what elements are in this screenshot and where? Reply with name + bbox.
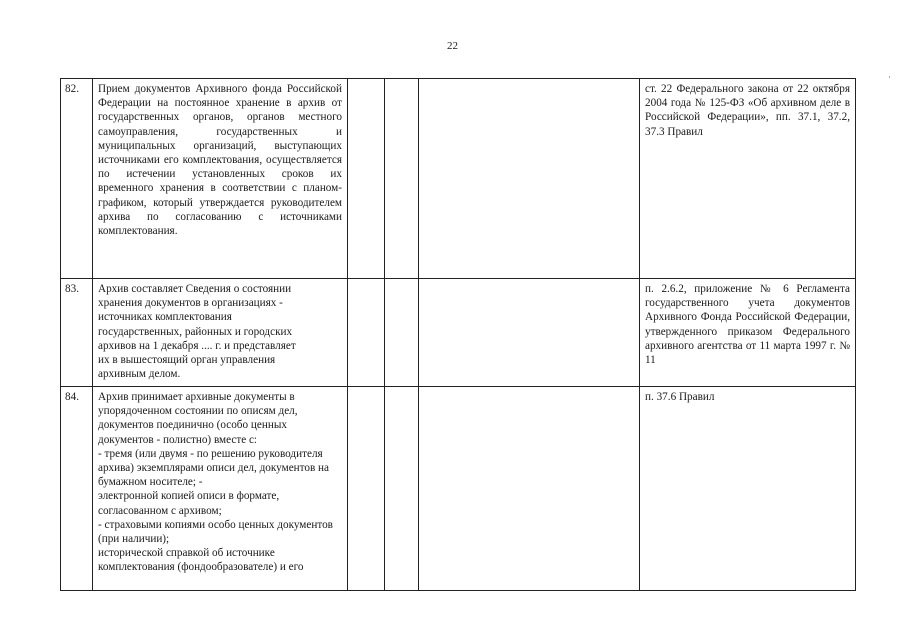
row-number: 82.	[61, 79, 93, 279]
row-cell-empty	[385, 387, 419, 591]
row-legal-basis: п. 2.6.2, приложение № 6 Регламента государственного учета документов Архивного Фонда Российской Федерации, утвержденного приказом Федерального архивного агентства от 11 марта 1997 г. № 11	[640, 279, 856, 387]
row-number: 83.	[61, 279, 93, 387]
page-number: 22	[447, 40, 458, 52]
regulation-table	[60, 78, 856, 591]
row-cell-empty	[419, 279, 640, 387]
table-row	[61, 79, 856, 279]
row-legal-basis: ст. 22 Федерального закона от 22 октября 2004 года № 125-ФЗ «Об архивном деле в Российской Федерации», пп. 37.1, 37.2, 37.3 Правил	[640, 79, 856, 279]
row-cell-empty	[385, 79, 419, 279]
row-number: 84.	[61, 387, 93, 591]
row-description: Архив принимает архивные документы в упорядоченном состоянии по описям дел, документов поединично (особо ценных документов - полистно) вместе с: - тремя (или двумя - по решению руководителя архива) экземплярами описи дел, документов на бумажном носителе; - электронной копией описи в формате, согласованном с архивом; - страховыми копиями особо ценных документов (при наличии); исторической справкой об источнике комплектования (фондообразователе) и его	[93, 387, 348, 591]
row-cell-empty	[348, 279, 385, 387]
row-description: Прием документов Архивного фонда Российской Федерации на постоянное хранение в архив от государственных органов, органов местного самоуправления, государственных и муниципальных организаций, выступающих источниками его комплектования, осуществляется по истечении установленных сроков их временного хранения в соответствии с планом-графиком, который утверждается руководителем архива по согласованию с источниками комплектования.	[93, 79, 348, 279]
row-legal-basis: п. 37.6 Правил	[640, 387, 856, 591]
row-cell-empty	[385, 279, 419, 387]
table-row	[61, 279, 856, 387]
row-cell-empty	[348, 387, 385, 591]
row-cell-empty	[419, 79, 640, 279]
row-cell-empty	[348, 79, 385, 279]
table-row	[61, 387, 856, 591]
scan-edge-mark: ·	[888, 72, 891, 82]
row-description: Архив составляет Сведения о состоянии хранения документов в организациях - источниках комплектования государственных, районных и городских архивов на 1 декабря .... г. и представляет их в вышестоящий орган управления архивным делом.	[93, 279, 348, 387]
row-cell-empty	[419, 387, 640, 591]
